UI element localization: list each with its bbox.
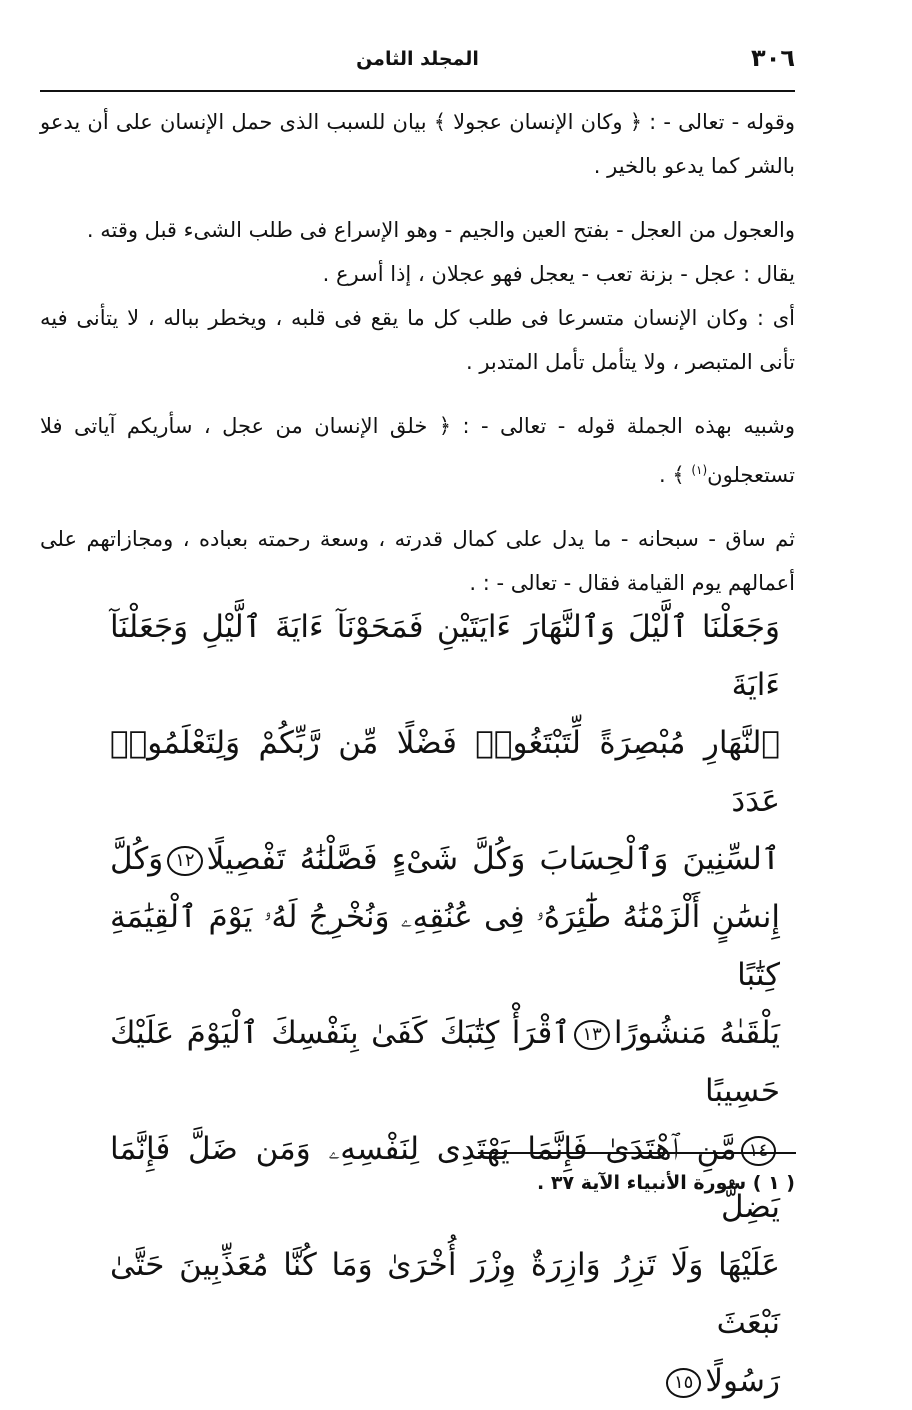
paragraph bbox=[40, 100, 795, 188]
verse-line bbox=[110, 888, 780, 1004]
verse-line bbox=[110, 598, 780, 714]
quran-verses bbox=[110, 598, 780, 1410]
verse-text: إِنسَٰنٍ أَلْزَمْنَٰهُ طَٰٓئِرَهُۥ فِى عُنُقِهِۦ وَنُخْرِجُ لَهُۥ يَوْمَ ٱلْقِيَٰمَةِ كِتَٰبًا bbox=[110, 899, 780, 993]
verse-text: ٱقْرَأْ كِتَٰبَكَ كَفَىٰ بِنَفْسِكَ ٱلْيَوْمَ عَلَيْكَ حَسِيبًا bbox=[110, 1015, 780, 1109]
verse-text: ٱلنَّهَارِ مُبْصِرَةً لِّتَبْتَغُوا۟ فَضْلًا مِّن رَّبِّكُمْ وَلِتَعْلَمُوا۟ عَدَدَ bbox=[110, 725, 780, 819]
verse-line bbox=[110, 830, 780, 888]
paragraph-text: ثم ساق - سبحانه - ما يدل على كمال قدرته ، وسعة رحمته بعباده ، ومجازاتهم على أعمالهم يوم القيامة فقال - تعالى - : . bbox=[40, 527, 795, 595]
ayah-number-marker: ١٥ bbox=[666, 1368, 701, 1398]
commentary-text bbox=[40, 100, 795, 605]
verse-text: رَسُولًا bbox=[705, 1363, 780, 1399]
page-header bbox=[40, 44, 795, 88]
verse-text: وَكُلَّ bbox=[110, 841, 164, 877]
paragraph-text: وشبيه بهذه الجملة قوله - تعالى - : ﴿ خلق الإنسان من عجل ، سأريكم آياتى فلا تستعجلون bbox=[40, 414, 795, 487]
paragraph-text: والعجول من العجل - بفتح العين والجيم - وهو الإسراع فى طلب الشىء قبل وقته . bbox=[86, 218, 795, 242]
paragraph bbox=[40, 404, 795, 497]
verse-text: وَجَعَلْنَا ٱلَّيْلَ وَٱلنَّهَارَ ءَايَتَيْنِ فَمَحَوْنَآ ءَايَةَ ٱلَّيْلِ وَجَعَلْنَآ ءَايَةَ bbox=[110, 609, 780, 703]
verse-text: ٱلسِّنِينَ وَٱلْحِسَابَ وَكُلَّ شَىْءٍ فَصَّلْنَٰهُ تَفْصِيلًا bbox=[206, 841, 780, 877]
verse-line bbox=[110, 1236, 780, 1352]
footnote-reference: (١) bbox=[691, 463, 708, 477]
verse-text: مَّنِ ٱهْتَدَىٰ فَإِنَّمَا يَهْتَدِى لِنَفْسِهِۦ وَمَن ضَلَّ فَإِنَّمَا يَضِلُّ bbox=[110, 1131, 780, 1225]
verse-text: عَلَيْهَا وَلَا تَزِرُ وَازِرَةٌ وِزْرَ أُخْرَىٰ وَمَا كُنَّا مُعَذِّبِينَ حَتَّىٰ نَبْعَثَ bbox=[110, 1247, 780, 1341]
paragraph-text: يقال : عجل - بزنة تعب - يعجل فهو عجلان ، إذا أسرع . bbox=[322, 262, 795, 286]
ayah-number-marker: ١٣ bbox=[574, 1020, 609, 1050]
footnote: ( ١ ) سورة الأنبياء الآية ٣٧ . bbox=[537, 1172, 795, 1194]
ayah-number-marker: ١٢ bbox=[167, 846, 202, 876]
footnote-divider bbox=[478, 1152, 796, 1154]
page-number: ٣٠٦ bbox=[751, 44, 795, 72]
paragraph bbox=[40, 296, 795, 384]
paragraph-text: وقوله - تعالى - : ﴿ وكان الإنسان عجولا ﴾ بيان للسبب الذى حمل الإنسان على أن يدعو بالشر كما يدعو بالخير . bbox=[40, 110, 795, 178]
verse-text: يَلْقَىٰهُ مَنشُورًا bbox=[613, 1015, 780, 1051]
verse-line bbox=[110, 714, 780, 830]
paragraph bbox=[40, 517, 795, 605]
verse-line bbox=[110, 1004, 780, 1120]
verse-line bbox=[110, 1352, 780, 1410]
paragraph-text: ﴾ . bbox=[659, 463, 692, 487]
ayah-number-marker: ١٤ bbox=[741, 1136, 776, 1166]
paragraph bbox=[40, 208, 795, 252]
volume-title: المجلد الثامن bbox=[356, 48, 479, 70]
paragraph bbox=[40, 252, 795, 296]
header-divider bbox=[40, 90, 795, 92]
paragraph-text: أى : وكان الإنسان متسرعا فى طلب كل ما يقع فى قلبه ، ويخطر بباله ، لا يتأنى فيه تأنى المتبصر ، ولا يتأمل تأمل المتدبر . bbox=[40, 306, 795, 374]
